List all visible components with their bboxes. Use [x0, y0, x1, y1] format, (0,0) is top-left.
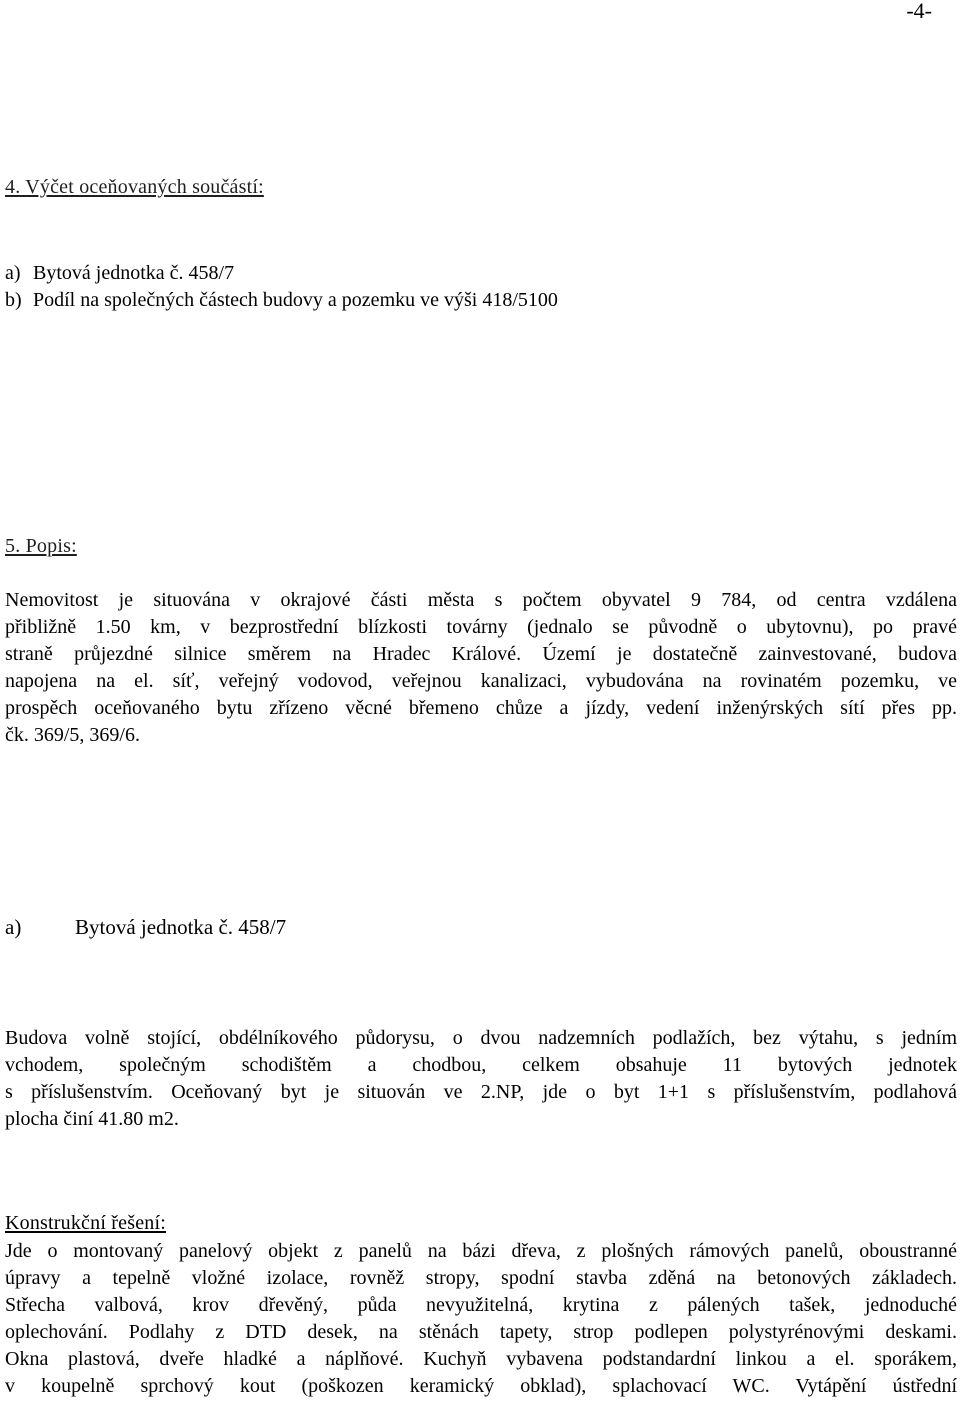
- paragraph-line: s příslušenstvím. Oceňovaný byt je situován ve 2.NP, jde o byt 1+1 s příslušenstvím, podlahová: [5, 1081, 957, 1103]
- paragraph-line: plocha činí 41.80 m2.: [5, 1108, 179, 1130]
- list-item-text: Bytová jednotka č. 458/7: [33, 262, 235, 284]
- paragraph-line: oplechování. Podlahy z DTD desek, na stěnách tapety, strop podlepen polystyrénovými deskami.: [5, 1321, 957, 1343]
- construction-paragraph: [5, 1238, 957, 1400]
- paragraph-line: Jde o montovaný panelový objekt z panelů na bázi dřeva, z plošných rámových panelů, oboustranné: [5, 1240, 957, 1262]
- description-paragraph: [5, 587, 957, 749]
- paragraph-line: Budova volně stojící, obdélníkového půdorysu, o dvou nadzemních podlažích, bez výtahu, s jedním: [5, 1027, 957, 1049]
- paragraph-line: přibližně 1.50 km, v bezprostřední blízkosti továrny (jednalo se původně o ubytovnu), po pravé: [5, 616, 957, 638]
- section-4-heading: 4. Výčet oceňovaných součástí:: [5, 176, 264, 198]
- paragraph-line: prospěch oceňovaného bytu zřízeno věcné břemeno chůze a jízdy, vedení inženýrských sítí přes pp.: [5, 697, 957, 719]
- unit-heading: [5, 915, 286, 940]
- paragraph-line: čk. 369/5, 369/6.: [5, 724, 140, 746]
- construction-heading: Konstrukční řešení:: [5, 1212, 166, 1234]
- paragraph-line: Nemovitost je situována v okrajové části města s počtem obyvatel 9 784, od centra vzdálena: [5, 589, 957, 611]
- paragraph-line: Okna plastová, dveře hladké a náplňové. Kuchyň vybavena podstandardní linkou a el. sporákem,: [5, 1348, 957, 1370]
- unit-paragraph: [5, 1025, 957, 1133]
- list-item-marker: a): [5, 262, 21, 284]
- list-item-marker: b): [5, 289, 22, 311]
- paragraph-line: straně průjezdné silnice směrem na Hradec Králové. Území je dostatečně zainvestované, budova: [5, 643, 957, 665]
- paragraph-line: Střecha valbová, krov dřevěný, půda nevyužitelná, krytina z pálených tašek, jednoduché: [5, 1294, 957, 1316]
- list-item-a: [5, 262, 234, 285]
- paragraph-line: úpravy a tepelně vložné izolace, rovněž stropy, spodní stavba zděná na betonových základech.: [5, 1267, 957, 1289]
- paragraph-line: vchodem, společným schodištěm a chodbou, celkem obsahuje 11 bytových jednotek: [5, 1054, 957, 1076]
- unit-heading-title: Bytová jednotka č. 458/7: [75, 915, 287, 939]
- section-5-heading: 5. Popis:: [5, 535, 77, 557]
- unit-heading-marker: a): [5, 915, 22, 939]
- page-number: -4-: [906, 0, 932, 23]
- list-item-text: Podíl na společných částech budovy a pozemku ve výši 418/5100: [33, 289, 558, 311]
- paragraph-line: napojena na el. síť, veřejný vodovod, veřejnou kanalizaci, vybudována na rovinatém pozemku, ve: [5, 670, 957, 692]
- paragraph-line: v koupelně sprchový kout (poškozen keramický obklad), splachovací WC. Vytápění ústřední: [5, 1375, 957, 1397]
- list-item-b: [5, 289, 558, 312]
